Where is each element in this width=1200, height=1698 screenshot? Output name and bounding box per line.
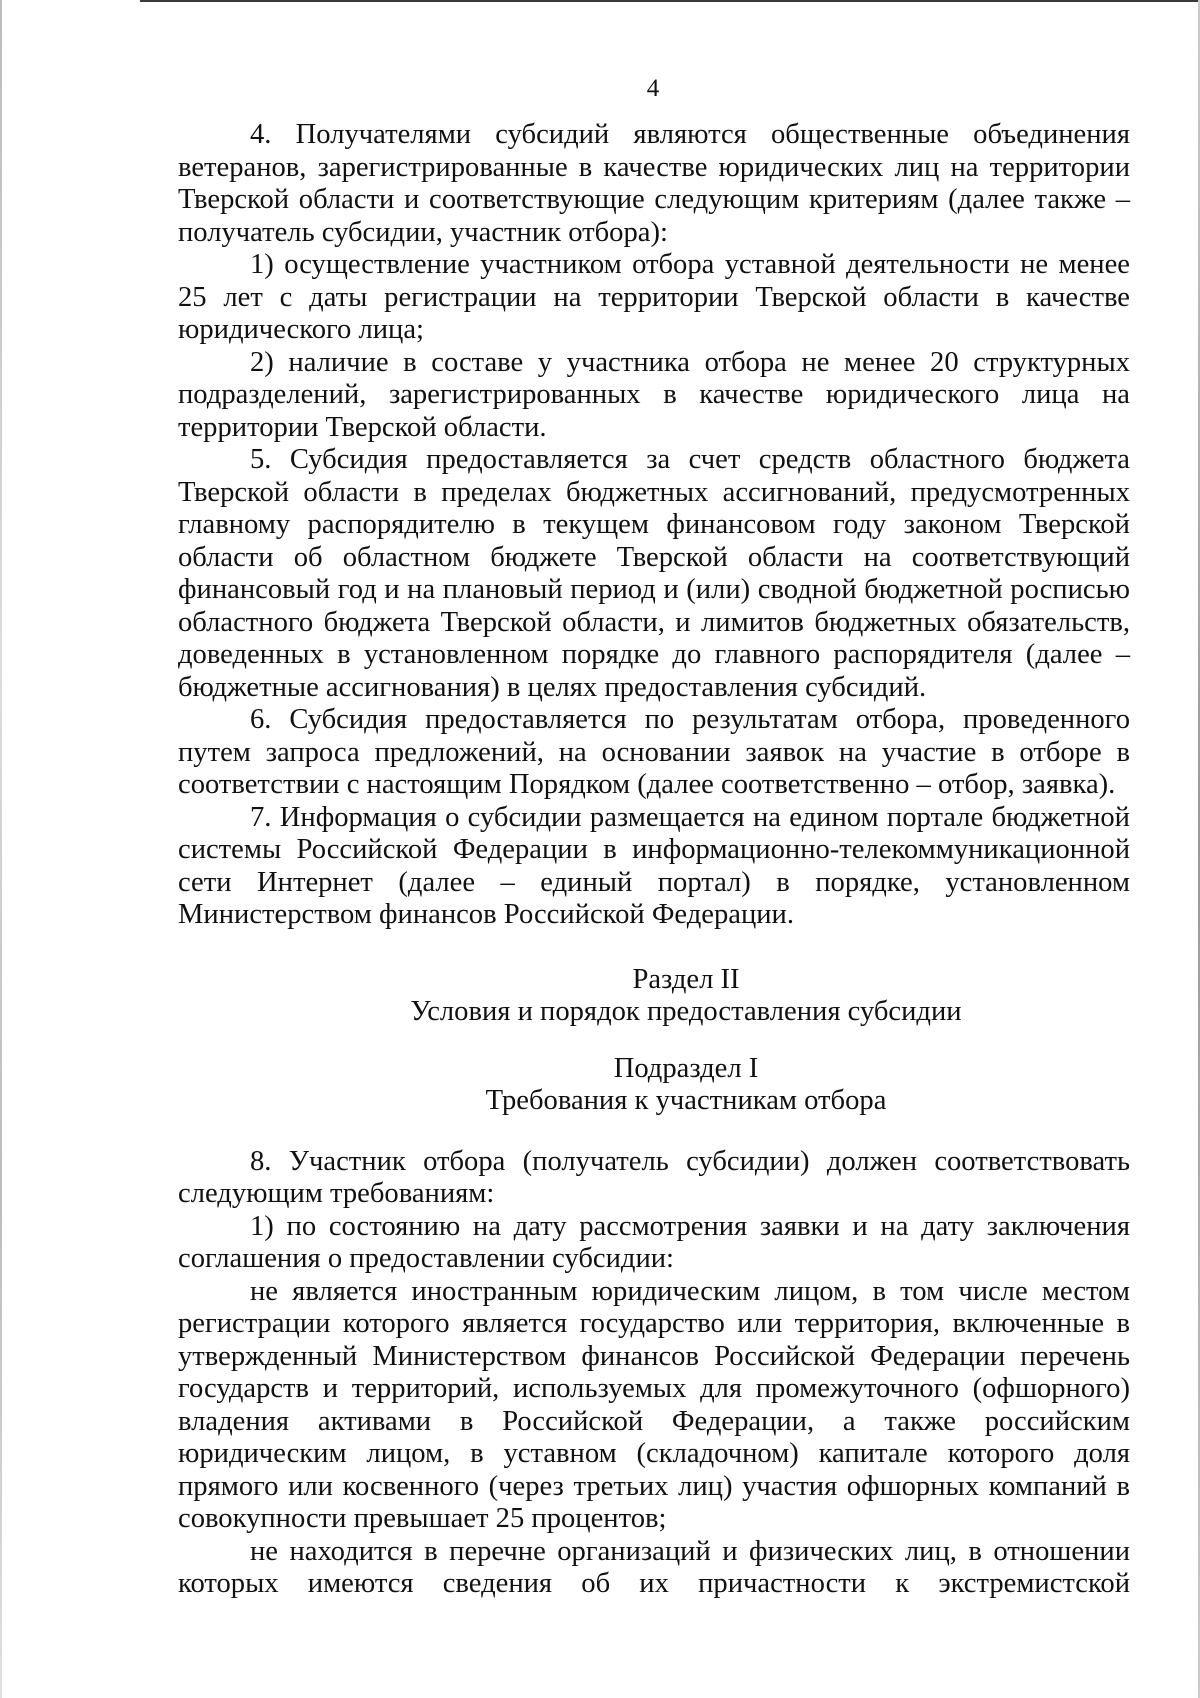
paragraph-7: 7. Информация о субсидии размещается на едином портале бюджетной системы Российской Федерации в информационно-телекоммуникационной сети Интернет (далее – единый портал) в порядке, установленном Министерством финансов Российской Федерации. [178,801,1130,930]
subsection-title: Требования к участникам отбора [485,1085,887,1116]
paragraph-8-item-1-clause-a: не является иностранным юридическим лицом, в том числе местом регистрации которого является государство или территория, включенные в утвержденный Министерством финансов Российской Федерации перечень государств и территорий, используемых для промежуточного (офшорного) владения активами в Российской Федерации, а также российским юридическим лицом, в уставном (складочном) капитале которого доля прямого или косвенного (через третьих лиц) участия офшорных компаний в совокупности превышает 25 процентов; [178,1275,1130,1534]
paragraph-4-item-1: 1) осуществление участником отбора уставной деятельности не менее 25 лет с даты регистрации на территории Тверской области в качестве юридического лица; [178,249,1130,345]
paragraph-6: 6. Субсидия предоставляется по результатам отбора, проведенного путем запроса предложений, на основании заявок на участие в отборе в соответствии с настоящим Порядком (далее соответственно – отбор, заявка). [178,704,1130,800]
page-number: 4 [646,75,660,102]
spacer [178,1029,1130,1053]
spacer [178,932,1130,964]
paragraph-5: 5. Субсидия предоставляется за счет средств областного бюджета Тверской области в пределах бюджетных ассигнований, предусмотренных главному распорядителю в текущем финансовом году законом Тверской области об областном бюджете Тверской области на соответствующий финансовый год и на плановый период и (или) сводной бюджетной росписью областного бюджета Тверской области, и лимитов бюджетных обязательств, доведенных в установленном порядке до главного распорядителя (далее – бюджетные ассигнования) в целях предоставления субсидий. [178,444,1130,703]
document-body [178,119,1130,1601]
subsection-label: Подраздел I [613,1052,759,1084]
scan-edge-left [0,0,2,1698]
paragraph-4-item-2: 2) наличие в составе у участника отбора не менее 20 структурных подразделений, зарегистрированных в качестве юридического лица на территории Тверской области. [178,346,1130,443]
section-label: Раздел II [632,963,740,995]
scan-edge-top [140,0,1200,2]
section-title: Условия и порядок предоставления субсидии [410,996,962,1027]
paragraph-8-item-1: 1) по состоянию на дату рассмотрения заявки и на дату заключения соглашения о предоставлении субсидии: [178,1210,1130,1274]
spacer [178,1118,1130,1146]
paragraph-8: 8. Участник отбора (получатель субсидии) должен соответствовать следующим требованиям: [178,1145,1130,1209]
paragraph-4: 4. Получателями субсидий являются общественные объединения ветеранов, зарегистрированные в качестве юридических лиц на территории Тверской области и соответствующие следующим критериям (далее также – получатель субсидии, участник отбора): [178,119,1130,248]
paragraph-8-item-1-clause-b: не находится в перечне организаций и физических лиц, в отношении которых имеются сведения об их причастности к экстремистской [178,1535,1130,1599]
